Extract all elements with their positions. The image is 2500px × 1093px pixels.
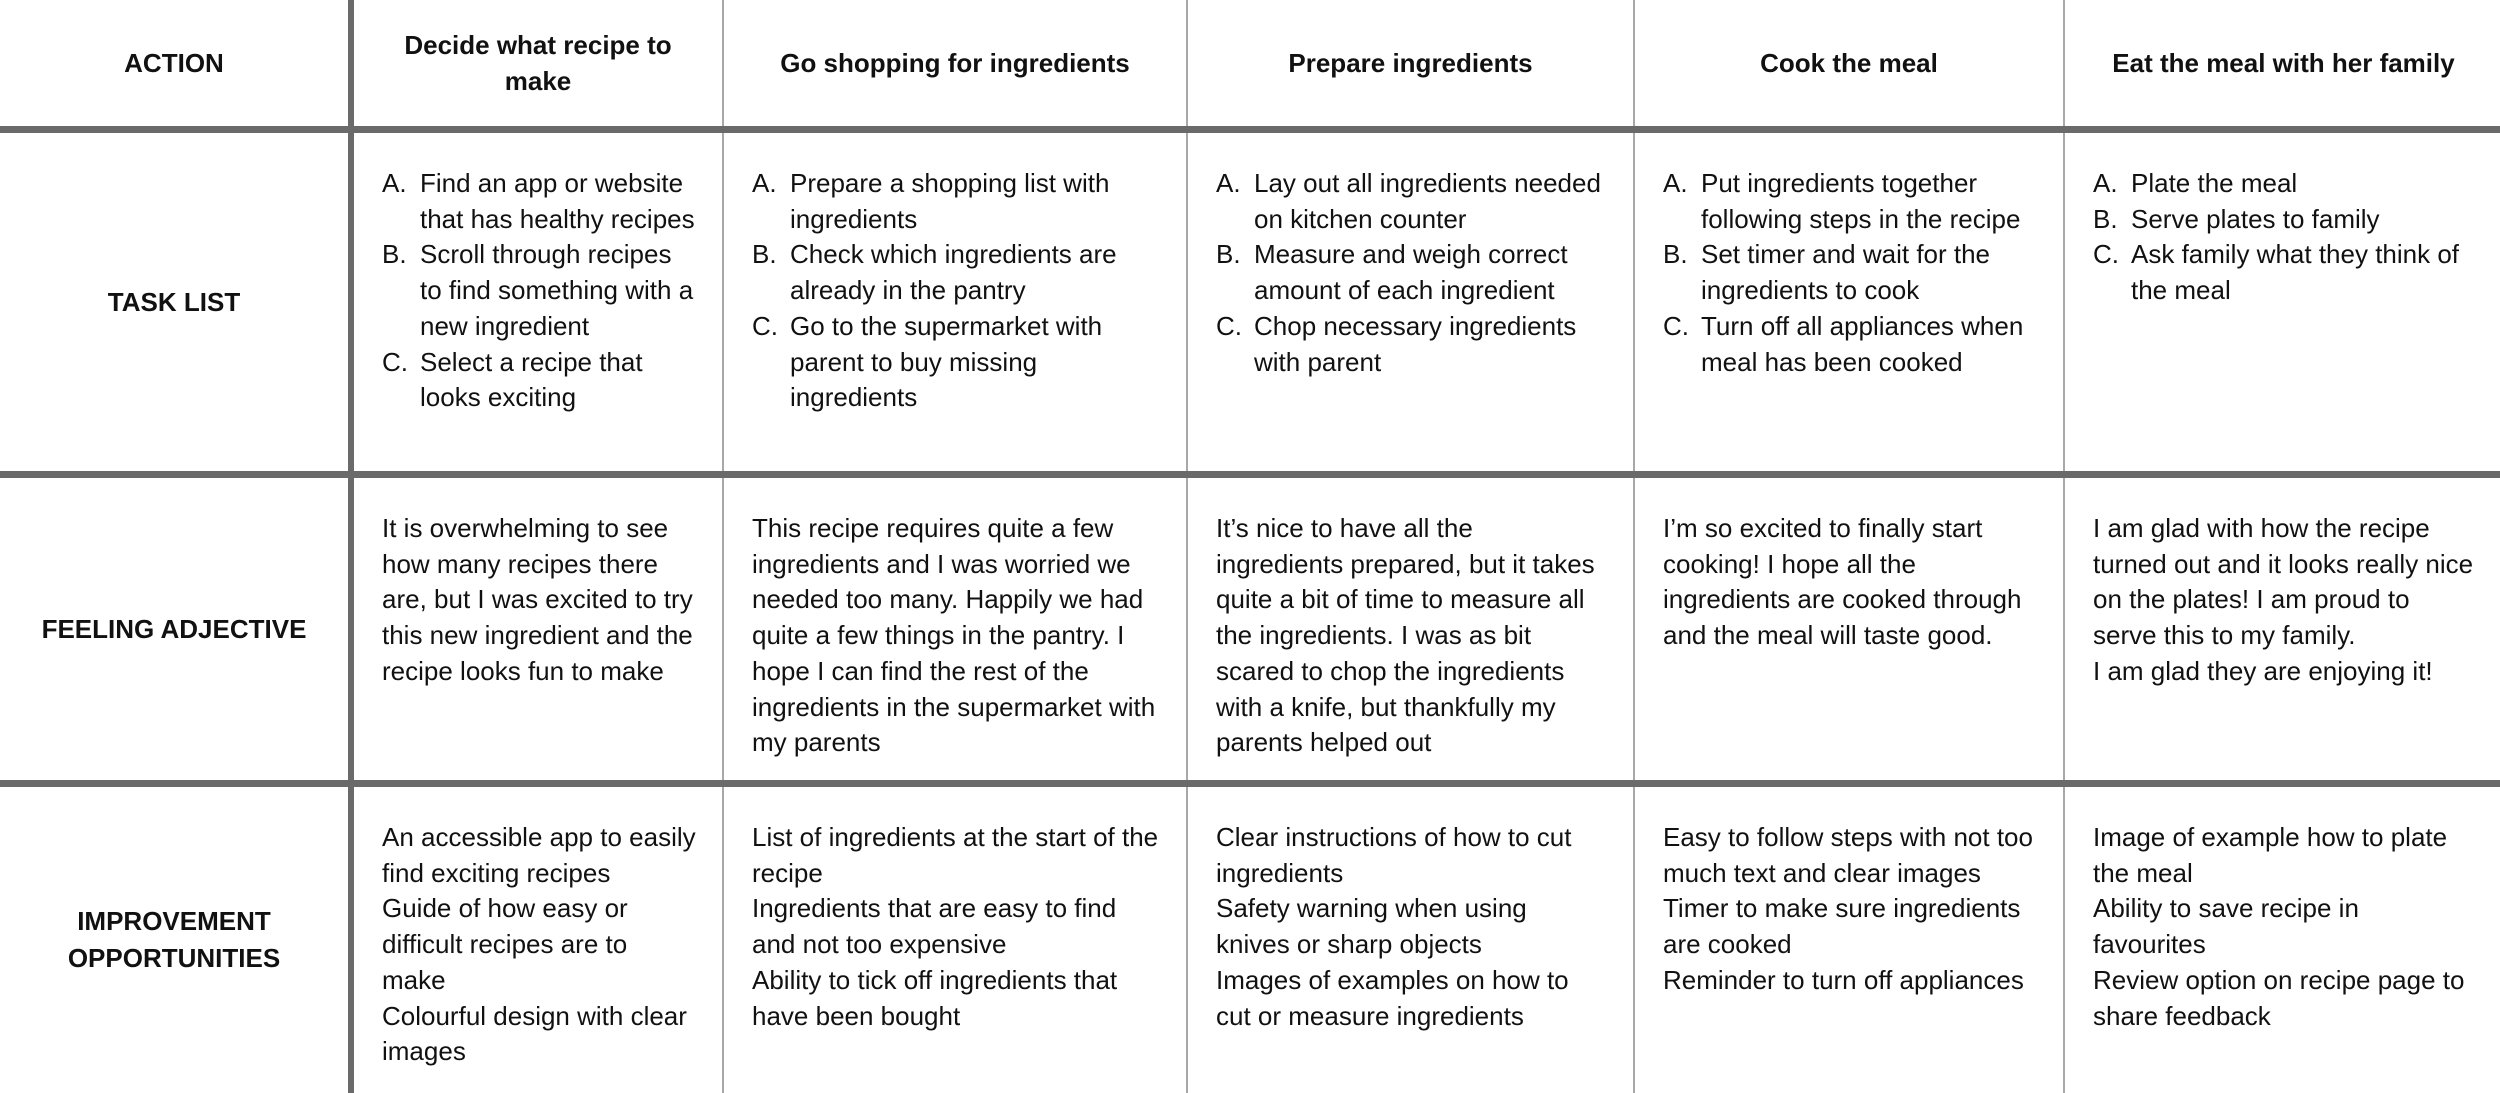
task-item: A. Find an app or website that has healthy recipes	[382, 168, 695, 234]
task-list	[1663, 166, 2037, 380]
row-label-task-list: TASK LIST	[107, 286, 241, 317]
improvement-cell	[354, 787, 722, 1093]
task-list-cell	[1635, 133, 2063, 471]
task-list	[1216, 166, 1607, 380]
improvement-item: Colourful design with clear images	[382, 1000, 687, 1067]
task-item: C. Ask family what they think of the meal	[2093, 239, 2460, 306]
stage-header: Go shopping for ingredients	[780, 48, 1130, 78]
task-item: A. Prepare a shopping list with ingredients	[752, 168, 1110, 234]
improvement-cell	[724, 787, 1186, 1093]
improvement-item: Images of examples on how to cut or measure ingredients	[1216, 964, 1569, 1031]
feeling-text: I’m so excited to finally start cooking! I hope all the ingredients are cooked through and the meal will taste good.	[1663, 513, 2022, 651]
task-item: B. Check which ingredients are already in the pantry	[752, 239, 1117, 306]
feeling-cell	[1635, 478, 2063, 780]
feeling-text: This recipe requires quite a few ingredients and I was worried we needed too many. Happily we had quite a few things in the pantry. I hope I can find the rest of the ingredients in the supermarket with my parents	[752, 513, 1156, 758]
task-item: B. Scroll through recipes to find something with a new ingredient	[382, 239, 694, 341]
task-list	[2093, 166, 2476, 309]
feeling-cell	[1188, 478, 1633, 780]
improvement-item: Safety warning when using knives or sharp objects	[1216, 893, 1527, 960]
task-item: A. Lay out all ingredients needed on kitchen counter	[1216, 168, 1601, 234]
row-label-action: ACTION	[124, 47, 224, 78]
task-list-cell	[1188, 133, 1633, 471]
row-divider	[0, 780, 2500, 787]
task-item: C. Turn off all appliances when meal has been cooked	[1663, 310, 2024, 377]
row-label-improvement: IMPROVEMENT OPPORTUNITIES	[67, 906, 281, 973]
improvement-item: List of ingredients at the start of the recipe	[752, 822, 1159, 888]
task-list	[752, 166, 1160, 416]
feeling-text: I am glad with how the recipe turned out and it looks really nice on the plates! I am proud to serve this to my family. I am glad they are enjoying it!	[2093, 513, 2474, 686]
task-item: A. Plate the meal	[2093, 168, 2298, 198]
task-item: B. Set timer and wait for the ingredients to cook	[1663, 239, 1991, 306]
improvement-cell	[2065, 787, 2500, 1093]
feeling-text: It’s nice to have all the ingredients prepared, but it takes quite a bit of time to measure all the ingredients. I was as bit scared to chop the ingredients with a knife, but thankfully my parents helped out	[1216, 513, 1595, 758]
row-divider	[0, 471, 2500, 478]
improvement-item: Review option on recipe page to share feedback	[2093, 964, 2465, 1031]
feeling-cell	[724, 478, 1186, 780]
task-item: A. Put ingredients together following steps in the recipe	[1663, 168, 2021, 234]
feeling-cell	[2065, 478, 2500, 780]
stage-header: Eat the meal with her family	[2112, 48, 2455, 78]
improvement-item: Ability to save recipe in favourites	[2093, 893, 2359, 960]
task-list-cell	[2065, 133, 2500, 471]
improvement-item: Easy to follow steps with not too much text and clear images	[1663, 822, 2033, 888]
feeling-cell	[354, 478, 722, 780]
improvement-cell	[1188, 787, 1633, 1093]
task-list-cell	[354, 133, 722, 471]
improvement-item: Clear instructions of how to cut ingredients	[1216, 822, 1572, 888]
task-item: C. Chop necessary ingredients with parent	[1216, 310, 1577, 377]
improvement-item: Timer to make sure ingredients are cooked	[1663, 893, 2021, 960]
stage-header: Cook the meal	[1760, 48, 1938, 78]
improvement-item: Ingredients that are easy to find and not too expensive	[752, 893, 1117, 960]
improvement-item: Ability to tick off ingredients that have been bought	[752, 964, 1118, 1031]
improvement-item: Image of example how to plate the meal	[2093, 822, 2448, 888]
improvement-item: Reminder to turn off appliances	[1663, 964, 2024, 995]
improvement-cell	[1635, 787, 2063, 1093]
row-divider	[0, 126, 2500, 133]
task-list	[382, 166, 696, 416]
improvement-item: Guide of how easy or difficult recipes are to make	[382, 893, 628, 995]
task-list-cell	[724, 133, 1186, 471]
stage-header: Decide what recipe to make	[404, 30, 672, 96]
task-item: B. Measure and weigh correct amount of each ingredient	[1216, 239, 1568, 306]
feeling-text: It is overwhelming to see how many recipes there are, but I was excited to try this new ingredient and the recipe looks fun to make	[382, 513, 693, 686]
stage-header: Prepare ingredients	[1288, 48, 1533, 78]
task-item: B. Serve plates to family	[2093, 203, 2380, 234]
improvement-item: An accessible app to easily find exciting recipes	[382, 822, 696, 888]
task-item: C. Select a recipe that looks exciting	[382, 346, 643, 413]
task-item: C. Go to the supermarket with parent to buy missing ingredients	[752, 310, 1103, 413]
row-label-feeling: FEELING ADJECTIVE	[41, 613, 307, 644]
